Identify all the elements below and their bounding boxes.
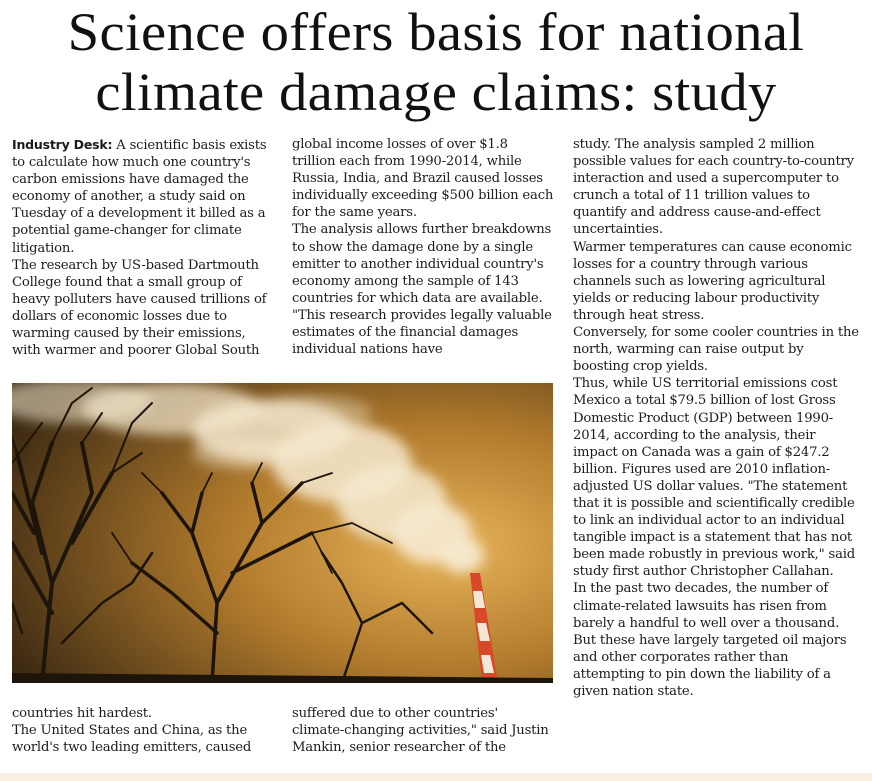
paragraph-3: countries hit hardest.	[12, 706, 152, 721]
paragraph-2: The research by US-based Dartmouth College found that a small group of heavy polluters have caused trillions of dollars of economic losses due to warming caused by their emissions, with warmer and poorer Global South	[12, 257, 267, 359]
paragraph-7: suffered due to other countries' climate-changing activities," said Justin Mankin, senior researcher of the	[292, 706, 549, 756]
paragraph-11: Thus, while US territorial emissions cost Mexico a total $79.5 billion of lost Gross Domestic Product (GDP) between 1990-2014, according to the analysis, their impact on Canada was a gain of $247.2 billion. Figures used are 2010 inflation-adjusted US dollar values. "The statement that it is possible and scientifically credible to link an individual actor to an individual tangible impact is a statement that has not been made robustly in previous work," said study first author Christopher Callahan.	[573, 376, 856, 580]
headline-line-1: Science offers basis for national	[67, 2, 805, 62]
paragraph-10: Conversely, for some cooler countries in the north, warming can raise output by boosting crop yields.	[573, 325, 859, 375]
article-column-1	[12, 136, 274, 359]
article-column-2-continued	[292, 705, 554, 756]
paragraph-6: The analysis allows further breakdowns to show the damage done by a single emitter to another individual country's economy among the sample of 143 countries for which data are available. "This research provides legally valuable estimates of the financial damages individual nations have	[292, 222, 552, 358]
news-photo	[12, 383, 553, 683]
paragraph-8: study. The analysis sampled 2 million possible values for each country-to-country interaction and used a supercomputer to crunch a total of 11 trillion values to quantify and address cause-and-effect uncertainties.	[573, 137, 854, 238]
page-bottom-band	[0, 773, 872, 781]
paragraph-4: The United States and China, as the world's two leading emitters, caused	[12, 723, 252, 756]
headline-line-2: climate damage claims: study	[95, 62, 777, 122]
article-column-2	[292, 136, 554, 358]
paragraph-5: global income losses of over $1.8 trillion each from 1990-2014, while Russia, India, and Brazil caused losses individually exceeding $500 billion each for the same years.	[292, 137, 554, 221]
paragraph-1	[12, 136, 274, 257]
paragraph-9: Warmer temperatures can cause economic losses for a country through various channels such as lowering agricultural yields or reducing labour productivity through heat stress.	[573, 239, 852, 323]
byline: Industry Desk:	[12, 137, 113, 152]
article-column-3	[573, 136, 863, 700]
headline	[0, 2, 872, 122]
paragraph-12: In the past two decades, the number of climate-related lawsuits has risen from barely a handful to well over a thousand. But these have largely targeted oil majors and other corporates rather than attempting to pin down the liability of a given nation state.	[573, 581, 847, 699]
article-column-1-continued	[12, 705, 274, 756]
paragraph-1-text: A scientific basis exists to calculate how much one country's carbon emissions have damaged the economy of another, a study said on Tuesday of a development it billed as a potential game-changer for climate litigation.	[12, 138, 267, 256]
